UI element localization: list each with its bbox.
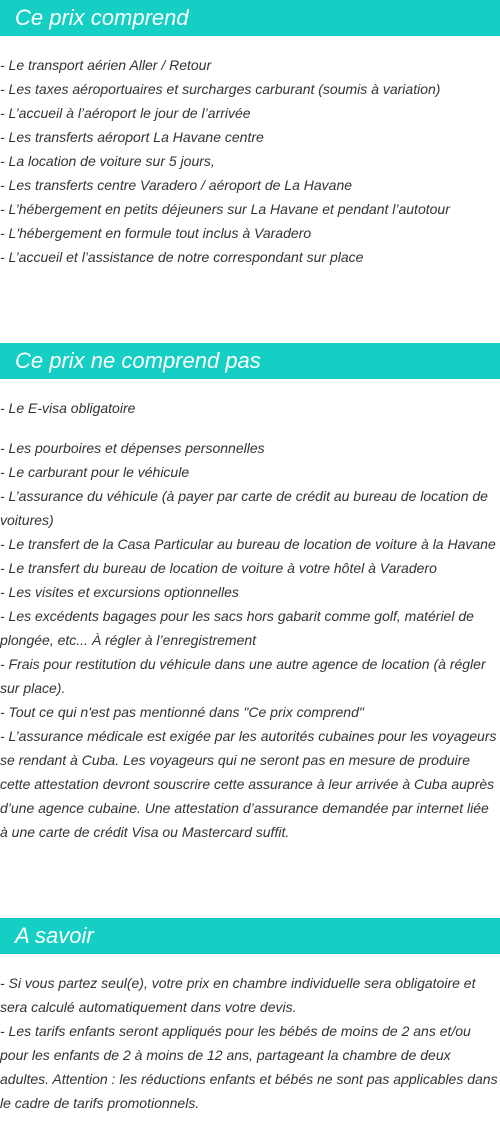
list-item: - Les taxes aéroportuaires et surcharges carburant (soumis à variation)	[0, 81, 441, 97]
section-price-includes	[0, 0, 500, 269]
list-item: - Le transfert de la Casa Particular au bureau de location de voiture à la Havane	[0, 536, 496, 552]
list-item: - Si vous partez seul(e), votre prix en chambre individuelle sera obligatoire et sera calculé automatiquement dans votre devis.	[0, 975, 476, 1015]
section-content	[0, 36, 500, 269]
section-title: Ce prix ne comprend pas	[0, 343, 500, 379]
list-item: - L’hébergement en petits déjeuners sur La Havane et pendant l’autotour	[0, 201, 450, 217]
section-content	[0, 954, 500, 1115]
list-item: - Le E-visa obligatoire	[0, 400, 136, 416]
list-item: - Les excédents bagages pour les sacs hors gabarit comme golf, matériel de plongée, etc... À régler à l’enregistrement	[0, 608, 474, 648]
list-item: - Les visites et excursions optionnelles	[0, 584, 239, 600]
section-good-to-know	[0, 918, 500, 1115]
list-item: - L'hébergement en formule tout inclus à Varadero	[0, 225, 312, 241]
list-item: - L’assurance médicale est exigée par les autorités cubaines pour les voyageurs se rendant à Cuba. Les voyageurs qui ne seront pas en mesure de produire cette attestation devront souscrire cette assurance à leur arrivée à Cuba auprès d’une agence cubaine. Une attestation d’assurance demandée par internet liée à une carte de crédit Visa ou Mastercard suffit.	[0, 728, 497, 840]
list-item: - Le transfert du bureau de location de voiture à votre hôtel à Varadero	[0, 560, 437, 576]
list-item: - Tout ce qui n'est pas mentionné dans "Ce prix comprend"	[0, 704, 364, 720]
section-content	[0, 379, 500, 844]
section-title: Ce prix comprend	[0, 0, 500, 36]
list-item: - L’assurance du véhicule (à payer par carte de crédit au bureau de location de voitures)	[0, 488, 488, 528]
list-item: - Les pourboires et dépenses personnelles	[0, 440, 265, 456]
list-item: - Frais pour restitution du véhicule dans une autre agence de location (à régler sur place).	[0, 656, 486, 696]
list-item: - L’accueil et l’assistance de notre correspondant sur place	[0, 249, 364, 265]
list-item: - Le carburant pour le véhicule	[0, 464, 190, 480]
list-item: - Les tarifs enfants seront appliqués pour les bébés de moins de 2 ans et/ou pour les enfants de 2 à moins de 12 ans, partageant la chambre de deux adultes. Attention : les réductions enfants et bébés ne sont pas applicables dans le cadre de tarifs promotionnels.	[0, 1023, 498, 1111]
list-item: - Le transport aérien Aller / Retour	[0, 57, 212, 73]
section-title: A savoir	[0, 918, 500, 954]
section-price-excludes	[0, 343, 500, 844]
paragraph-gap	[0, 420, 500, 436]
list-item: - La location de voiture sur 5 jours,	[0, 153, 215, 169]
list-item: - L’accueil à l’aéroport le jour de l’arrivée	[0, 105, 251, 121]
list-item: - Les transferts aéroport La Havane centre	[0, 129, 264, 145]
list-item: - Les transferts centre Varadero / aéroport de La Havane	[0, 177, 353, 193]
